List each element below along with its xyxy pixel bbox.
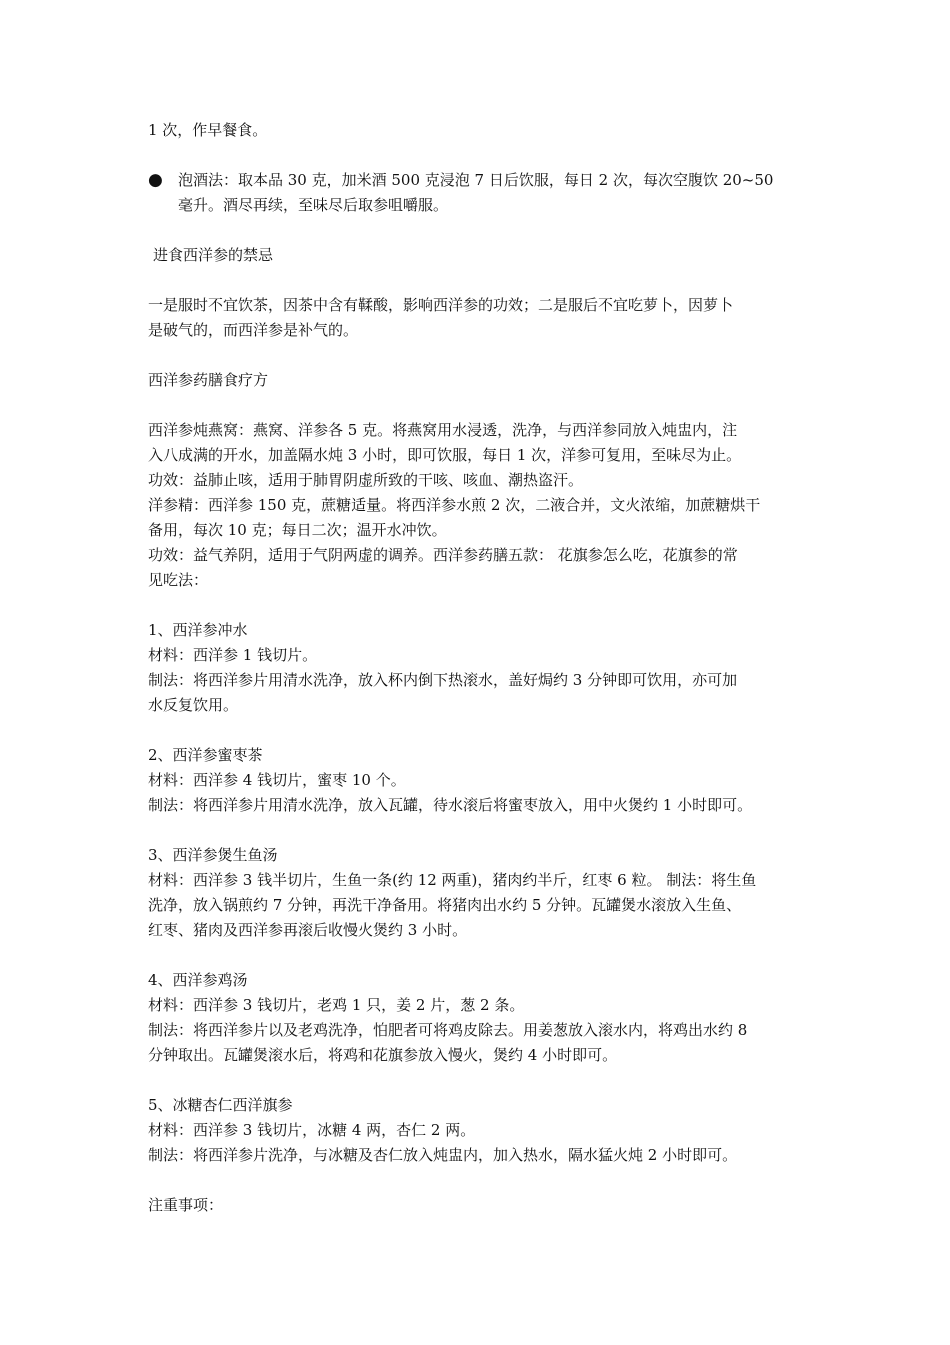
recipe-5 [148, 1093, 810, 1168]
paragraph-gap [148, 268, 810, 293]
recipe-title: 1、西洋参冲水 [148, 621, 248, 639]
paragraph-gap [148, 593, 810, 618]
text-line: 一是服时不宜饮茶，因茶中含有鞣酸，影响西洋参的功效；二是服后不宜吃萝卜，因萝卜 [148, 296, 734, 314]
recipe-4 [148, 968, 810, 1068]
text-line: 水反复饮用。 [148, 696, 239, 714]
recipe-1 [148, 618, 810, 718]
recipe-title: 3、西洋参煲生鱼汤 [148, 846, 278, 864]
paragraph-gap [148, 218, 810, 243]
paragraph-gap [148, 1068, 810, 1093]
text-line: 制法：将西洋参片洗净，与冰糖及杏仁放入炖盅内，加入热水，隔水猛火炖 2 小时即可。 [148, 1146, 738, 1164]
text-line: 材料：西洋参 1 钱切片。 [148, 646, 318, 664]
text-line: 功效：益肺止咳，适用于肺胃阴虚所致的干咳、咳血、潮热盗汗。 [148, 471, 584, 489]
wine-method-item [148, 168, 810, 218]
recipe-title: 4、西洋参鸡汤 [148, 971, 248, 989]
text-line: 西洋参炖燕窝：燕窝、洋参各 5 克。将燕窝用水浸透，洗净，与西洋参同放入炖盅内，注 [148, 421, 738, 439]
bullet-icon: ● [148, 170, 163, 190]
recipe-title: 2、西洋参蜜枣茶 [148, 746, 263, 764]
text-line: 1 次，作早餐食。 [148, 121, 268, 139]
text-line: 见吃法： [148, 571, 209, 589]
text-line: 毫升。酒尽再续，至味尽后取参咀嚼服。 [178, 196, 449, 214]
paragraph-gap [148, 143, 810, 168]
notes-heading: 注重事项： [148, 1196, 224, 1214]
text-line: 制法：将西洋参片用清水洗净，放入杯内倒下热滚水，盖好焗约 3 分钟即可饮用，亦可加 [148, 671, 738, 689]
paragraph-gap [148, 393, 810, 418]
text-line: 洗净，放入锅煎约 7 分钟，再洗干净备用。将猪肉出水约 5 分钟。瓦罐煲水滚放入生鱼、 [148, 896, 742, 914]
text-line: 洋参精：西洋参 150 克，蔗糖适量。将西洋参水煎 2 次，二液合并，文火浓缩，加蔗糖烘干 [148, 496, 761, 514]
intro-line [148, 118, 810, 143]
text-line: 材料：西洋参 3 钱切片，冰糖 4 两，杏仁 2 两。 [148, 1121, 476, 1139]
text-line: 是破气的，而西洋参是补气的。 [148, 321, 359, 339]
text-line: 备用，每次 10 克；每日二次；温开水冲饮。 [148, 521, 447, 539]
paragraph-gap [148, 943, 810, 968]
text-line: 材料：西洋参 4 钱切片，蜜枣 10 个。 [148, 771, 406, 789]
text-line: 材料：西洋参 3 钱半切片，生鱼一条(约 12 两重)，猪肉约半斤，红枣 6 粒。 制法：将生鱼 [148, 871, 757, 889]
text-line: 泡酒法：取本品 30 克，加米酒 500 克浸泡 7 日后饮服，每日 2 次，每次空腹饮 20~50 [178, 171, 774, 189]
text-line: 制法：将西洋参片用清水洗净，放入瓦罐，待水滚后将蜜枣放入，用中火煲约 1 小时即可。 [148, 796, 753, 814]
text-line: 分钟取出。瓦罐煲滚水后，将鸡和花旗参放入慢火，煲约 4 小时即可。 [148, 1046, 618, 1064]
document-page [148, 118, 810, 1218]
taboo-paragraph [148, 293, 810, 343]
text-line: 功效：益气养阴，适用于气阴两虚的调养。西洋参药膳五款： 花旗参怎么吃，花旗参的常 [148, 546, 738, 564]
recipe-2 [148, 743, 810, 818]
text-line: 制法：将西洋参片以及老鸡洗净，怕肥者可将鸡皮除去。用姜葱放入滚水内，将鸡出水约 8 [148, 1021, 748, 1039]
recipes-heading: 西洋参药膳食疗方 [148, 371, 269, 389]
recipe-title: 5、冰糖杏仁西洋旗参 [148, 1096, 293, 1114]
text-line: 入八成满的开水，加盖隔水炖 3 小时，即可饮服，每日 1 次，洋参可复用，至味尽为止。 [148, 446, 742, 464]
paragraph-gap [148, 718, 810, 743]
recipe-3 [148, 843, 810, 943]
paragraph-gap [148, 1168, 810, 1193]
text-line: 材料：西洋参 3 钱切片，老鸡 1 只，姜 2 片，葱 2 条。 [148, 996, 525, 1014]
paragraph-gap [148, 343, 810, 368]
paragraph-gap [148, 818, 810, 843]
text-line: 红枣、猪肉及西洋参再滚后收慢火煲约 3 小时。 [148, 921, 468, 939]
taboo-heading: 进食西洋参的禁忌 [153, 246, 274, 264]
recipes-paragraph [148, 418, 810, 593]
